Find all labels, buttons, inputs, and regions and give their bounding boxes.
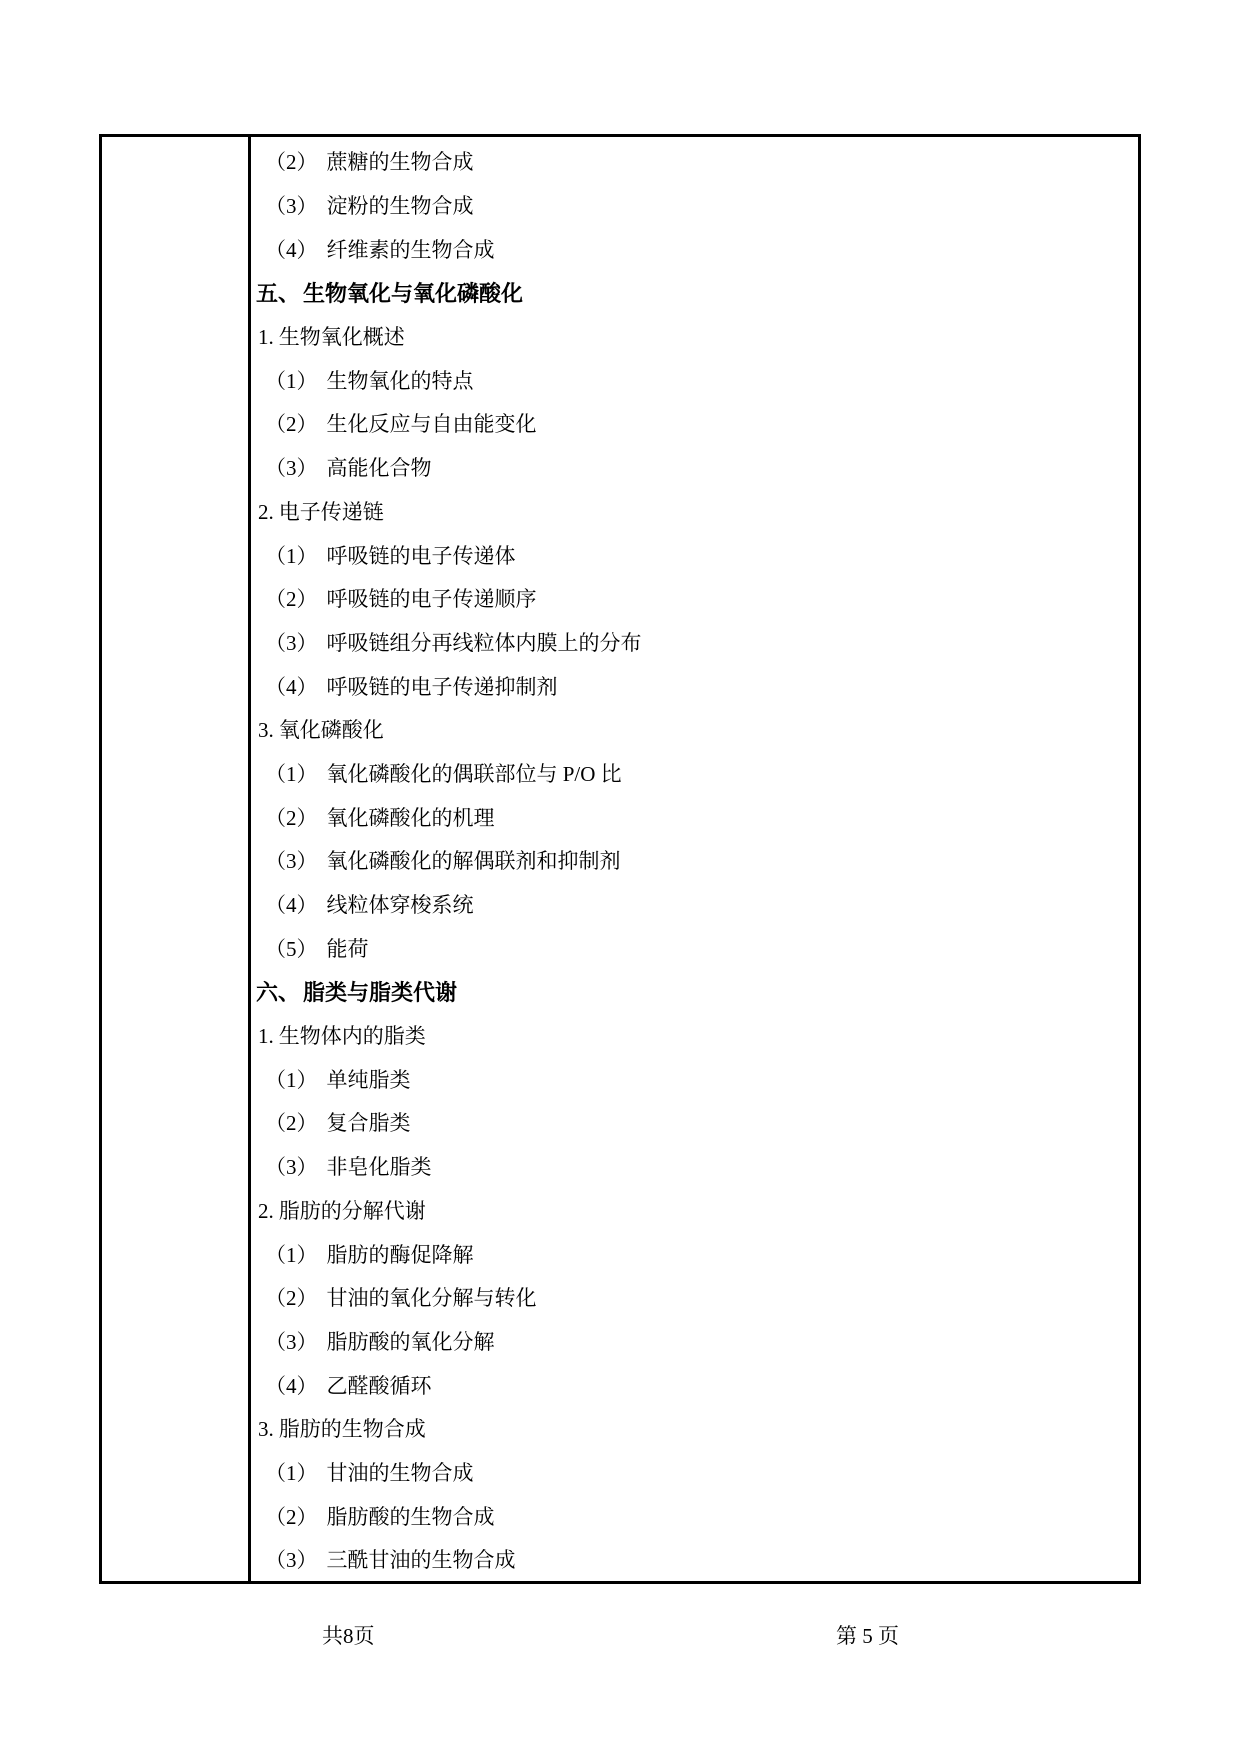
outline-row-marker: （5） xyxy=(265,936,318,961)
outline-row-text: 氧化磷酸化的偶联部位与 P/O 比 xyxy=(326,761,622,786)
content-table xyxy=(99,134,1141,1584)
outline-row-marker: 2. xyxy=(258,499,274,524)
outline-row xyxy=(251,665,1138,709)
outline-row-text: 生物氧化的特点 xyxy=(326,368,474,393)
outline-row xyxy=(251,1277,1138,1321)
outline-row-text: 氧化磷酸化的解偶联剂和抑制剂 xyxy=(326,849,621,874)
outline-row-marker: （1） xyxy=(265,761,318,786)
outline-row-text: 能荷 xyxy=(326,936,369,961)
outline-row-text: 三酰甘油的生物合成 xyxy=(326,1548,516,1573)
outline-row-marker: （3） xyxy=(265,630,318,655)
outline-row-marker: （1） xyxy=(265,1067,318,1092)
outline-row xyxy=(251,447,1138,491)
outline-row-marker: （2） xyxy=(265,150,318,175)
footer-total-pages-label: 共8页 xyxy=(322,1624,375,1648)
outline-row xyxy=(251,228,1138,272)
outline-row-marker: （3） xyxy=(265,849,318,874)
footer-current-page-label: 第 5 页 xyxy=(836,1624,899,1648)
outline-row-marker: 1. xyxy=(258,1024,274,1049)
outline-content-column xyxy=(251,137,1138,1581)
outline-row-text: 脂类与脂类代谢 xyxy=(303,979,458,1005)
outline-row xyxy=(251,1495,1138,1539)
outline-row-marker: （1） xyxy=(265,543,318,568)
outline-row xyxy=(251,1321,1138,1365)
outline-row-marker: （3） xyxy=(265,194,318,219)
outline-row xyxy=(251,272,1138,316)
outline-row xyxy=(251,1190,1138,1234)
outline-row xyxy=(251,1102,1138,1146)
outline-row-marker: （4） xyxy=(265,1373,318,1398)
outline-row-text: 甘油的生物合成 xyxy=(326,1460,474,1485)
outline-row xyxy=(251,1015,1138,1059)
outline-row-marker: （2） xyxy=(265,412,318,437)
outline-row-marker: （3） xyxy=(265,1548,318,1573)
outline-row xyxy=(251,884,1138,928)
outline-row-marker: （2） xyxy=(265,587,318,612)
outline-row-text: 氧化磷酸化 xyxy=(278,718,384,743)
outline-row xyxy=(251,1539,1138,1581)
outline-row-text: 淀粉的生物合成 xyxy=(326,194,474,219)
outline-row xyxy=(251,796,1138,840)
outline-row-marker: 1. xyxy=(258,325,274,350)
outline-row-text: 乙醛酸循环 xyxy=(326,1373,432,1398)
outline-row-marker: （2） xyxy=(265,1111,318,1136)
outline-row-text: 生物氧化与氧化磷酸化 xyxy=(303,280,524,306)
outline-row xyxy=(251,622,1138,666)
outline-row xyxy=(251,927,1138,971)
outline-row xyxy=(251,1233,1138,1277)
outline-row-text: 呼吸链的电子传递体 xyxy=(326,543,516,568)
outline-row xyxy=(251,141,1138,185)
outline-row xyxy=(251,185,1138,229)
outline-row-marker: （2） xyxy=(265,805,318,830)
outline-row xyxy=(251,1146,1138,1190)
outline-row-text: 脂肪的分解代谢 xyxy=(278,1198,426,1223)
outline-row-text: 蔗糖的生物合成 xyxy=(326,150,474,175)
outline-row-text: 生物体内的脂类 xyxy=(278,1024,426,1049)
outline-row-text: 脂肪酸的生物合成 xyxy=(326,1504,495,1529)
outline-row xyxy=(251,578,1138,622)
outline-row-text: 氧化磷酸化的机理 xyxy=(326,805,495,830)
outline-row-text: 线粒体穿梭系统 xyxy=(326,893,474,918)
outline-row-marker: （3） xyxy=(265,1155,318,1180)
outline-row xyxy=(251,1364,1138,1408)
outline-row xyxy=(251,491,1138,535)
outline-row-marker: 五、 xyxy=(256,280,301,306)
outline-row-text: 呼吸链的电子传递抑制剂 xyxy=(326,674,558,699)
outline-row-text: 非皂化脂类 xyxy=(326,1155,432,1180)
outline-row-text: 呼吸链的电子传递顺序 xyxy=(326,587,537,612)
outline-row-marker: （4） xyxy=(265,893,318,918)
outline-row xyxy=(251,840,1138,884)
outline-row-text: 纤维素的生物合成 xyxy=(326,237,495,262)
outline-row xyxy=(251,359,1138,403)
outline-row-text: 甘油的氧化分解与转化 xyxy=(326,1286,537,1311)
outline-row xyxy=(251,971,1138,1015)
outline-row xyxy=(251,403,1138,447)
outline-row-text: 高能化合物 xyxy=(326,456,432,481)
outline-row-marker: （2） xyxy=(265,1286,318,1311)
outline-row-marker: 六、 xyxy=(256,979,301,1005)
outline-row-marker: 2. xyxy=(258,1198,274,1223)
outline-row-marker: （3） xyxy=(265,1329,318,1354)
outline-row-marker: （3） xyxy=(265,456,318,481)
outline-row xyxy=(251,753,1138,797)
outline-row-marker: 3. xyxy=(258,1417,274,1442)
outline-row-text: 脂肪的酶促降解 xyxy=(326,1242,474,1267)
outline-row xyxy=(251,1452,1138,1496)
outline-row-marker: （1） xyxy=(265,1460,318,1485)
outline-row-marker: （2） xyxy=(265,1504,318,1529)
outline-row-marker: （1） xyxy=(265,368,318,393)
outline-row xyxy=(251,1058,1138,1102)
row-header-column-empty xyxy=(102,137,251,1581)
outline-row-text: 电子传递链 xyxy=(278,499,384,524)
outline-row-text: 呼吸链组分再线粒体内膜上的分布 xyxy=(326,630,642,655)
outline-row-marker: 3. xyxy=(258,718,274,743)
outline-row-marker: （4） xyxy=(265,674,318,699)
outline-row xyxy=(251,316,1138,360)
outline-row-text: 单纯脂类 xyxy=(326,1067,411,1092)
outline-row-marker: （1） xyxy=(265,1242,318,1267)
outline-row-text: 生化反应与自由能变化 xyxy=(326,412,537,437)
outline-row-text: 复合脂类 xyxy=(326,1111,411,1136)
outline-row xyxy=(251,709,1138,753)
outline-row-text: 生物氧化概述 xyxy=(278,325,405,350)
outline-row xyxy=(251,534,1138,578)
outline-row-text: 脂肪的生物合成 xyxy=(278,1417,426,1442)
outline-row-text: 脂肪酸的氧化分解 xyxy=(326,1329,495,1354)
outline-row-marker: （4） xyxy=(265,237,318,262)
outline-row xyxy=(251,1408,1138,1452)
